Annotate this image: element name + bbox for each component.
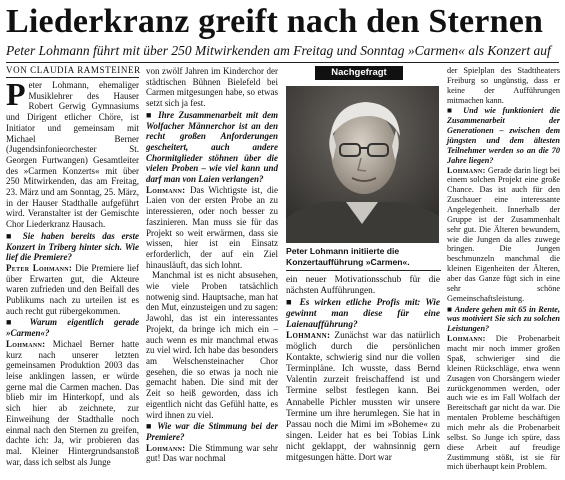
question-4: ■ Wie war die Stimmung bei der Premiere? [146, 421, 278, 442]
intro-paragraph: eter Lohmann, ehemaliger Musiklehrer des Hauser Robert Gerwig Gymnasiums und Dirigent etlicher Chöre, ist Initiator und gemeinsam mit Michael Berner (Jugendsinfonieorchester St. Georgen Furtwangen) Gesamtleiter des »Carmen Konzerts« mit über 250 Mitwirkenden, das am Freitag, 23. März und am Sonntag, 25. März, in der Hauser Stadthalle aufgeführt wird. Veranstalter ist der Gemischte Chor Liederkranz Hausach. [6, 80, 139, 230]
paragraph: ein neuer Motivationsschub für die nächsten Aufführungen. [286, 275, 440, 297]
article-column-1 [6, 76, 140, 467]
answer-2: Lohmann: Michael Berner hatte kurz nach unserer letzten gemeinsamen Produktion 2003 das leise anklingen lassen, er würde gerne mal die Carmen machen. Das blieb mir im Hinterkopf, und als sich hier ab zeichnete, zur Einweihung der Stadthalle noch einmal nach den Sternen zu greifen, dachte ich: Ja, wir probieren das mal. Kleiner Hintergrundsanstoß war, dass ich selbst als Junge [6, 338, 139, 467]
speaker: Lohmann: [146, 184, 186, 195]
box-label: Nachgefragt [315, 66, 403, 80]
answer-5: Lohmann: Zunächst war das natürlich möglich durch die persönlichen Kontakte, schwierig sind nur die vollen Terminpläne. Ich wusste, dass Bernd Valentin zurzeit freischaffend ist und Termine selbst festlegen kann. Bei Annabelle Pichler mussten wir unsere Termine um ihre herumlegen. Sie hat in Passau noch die Mimi im »Boheme« zu singen. Leider hat es bei Tobias Link nicht geklappt, der wahnsinnig gern mitgesungen hätte. Dort war [286, 331, 440, 463]
answer-7: Lohmann: Die Probenarbeit macht mir noch immer großen Spaß, schwieriger sind die kleinen Rückschläge, etwa wenn Zusagen von Chorsängern wieder zurückgenommen werden, oder auch wie es im Fall Wolfach der Bereitschaft gar nicht da war. Die mentalen Probleme beschäftigen mich mehr als die Probenarbeit selbst. So Junge ich spüre, dass diese Arbeit auf freudige Zustimmung stößt, ist sie für mich überhaupt kein Problem. [447, 334, 560, 472]
speaker: Lohmann: [447, 165, 486, 175]
question-3: ■ Ihre Zusammenarbeit mit dem Wolfacher Männerchor ist an den recht großen Anforderungen gescheitert, auch andere Chormitglieder stöhnen über die vielen Proben – wie viel kann und darf man von Laien verlangen? [146, 110, 278, 185]
byline-rule [6, 77, 139, 78]
speaker: Lohmann: [286, 331, 331, 342]
drop-cap: P [6, 76, 26, 112]
article-column-3 [286, 275, 440, 464]
speaker: Lohmann: [447, 334, 486, 344]
article-column-2 [146, 66, 278, 464]
article-column-4 [447, 66, 560, 472]
question-7: ■ Andere gehen mit 65 in Rente, was motiviert Sie sich zu solchen Leistungen? [447, 305, 560, 335]
portrait-photo [286, 86, 439, 243]
question-5: ■ Es wirken etliche Profis mit: Wie gewinnt man diese für eine Laienaufführung? [286, 298, 440, 331]
caption-rule [286, 270, 441, 271]
speaker: Lohmann: [6, 338, 46, 349]
top-rule [6, 62, 559, 63]
question-6: ■ Und wie funktioniert die Zusammenarbeit der Generationen – zwischen dem jüngsten und dem ältesten Teilnehmer werden so an die 70 Jahre liegen? [447, 106, 560, 165]
speaker: Peter Lohmann: [6, 262, 73, 273]
subheadline: Peter Lohmann führt mit über 250 Mitwirkenden am Freitag und Sonntag »Carmen« als Konzert auf [6, 43, 551, 58]
question-1: ■ Sie haben bereits das erste Konzert in Triberg hinter sich. Wie lief die Premiere? [6, 231, 139, 263]
answer-6: Lohmann: Gerade darin liegt bei einem solchen Projekt eine große Chance. Das ist auch für den Zuschauer eine interessante Angelegenheit. Innerhalb der Gruppe ist der Zusammenhalt sehr gut. Die Älteren bewundern, wie die Jungen da alles zuwege bringen. Die Jungen beschmunzeln manchmal die kleinen Eigenheiten der Älteren, aber das Ganze fügt sich in eine sehr schöne Gemeinschaftsleistung. [447, 165, 561, 303]
answer-4: Lohmann: Die Stimmung war sehr gut! Das war nochmal [146, 442, 278, 464]
paragraph: von zwölf Jahren im Kinderchor der städtischen Bühnen Bielefeld bei Carmen mitgesungen habe, so etwas setzt sich ja fest. [146, 66, 278, 109]
paragraph: der Spielplan des Stadttheaters Freiburg so ungünstig, dass er keine der Aufführungen mitmachen kann. [447, 66, 560, 105]
photo-caption: Peter Lohmann initiierte die Konzertaufführung »Carmen«. [286, 246, 410, 267]
answer-1: Peter Lohmann: Die Premiere lief über Erwarten gut, die Akteure waren zufrieden und den Beifall des Publikums nach zu urteilen ist es auch recht gut rübergekommen. [6, 262, 139, 316]
question-2: ■ Warum eigentlich gerade »Carmen«? [6, 317, 139, 338]
speaker: Lohmann: [146, 442, 186, 453]
byline: VON CLAUDIA RAMSTEINER [6, 65, 141, 75]
headline: Liederkranz greift nach den Sternen [6, 3, 544, 40]
answer-3: Lohmann: Das Wichtigste ist, die Laien von der ersten Probe an zu interessieren, oder noch besser zu faszinieren. Man muss sie für das Projekt so weit erwärmen, dass sie wissen, hier ist ein Einsatz erforderlich, der auf ein Ziel hinausläuft, das sich lohnt. [146, 184, 278, 270]
paragraph: Manchmal ist es nicht absusehen, wie viele Proben tatsächlich notwenig sind. Hauptsache, man hat den Mut, einzusteigen und zu sagen: Jawohl, das ist ein interessantes Projekt, da bringe ich mich ein – auch wenn es mir manchmal etwas zu viel wird. Ich habe das besonders am Welschensteinacher Chor gesehen, die so etwas ja noch nie gemacht haben. Die sind mit der Zeit so heiß geworden, dass ich eigentlich nicht das Gefühl hatte, es wird ihnen zu viel. [146, 270, 278, 420]
